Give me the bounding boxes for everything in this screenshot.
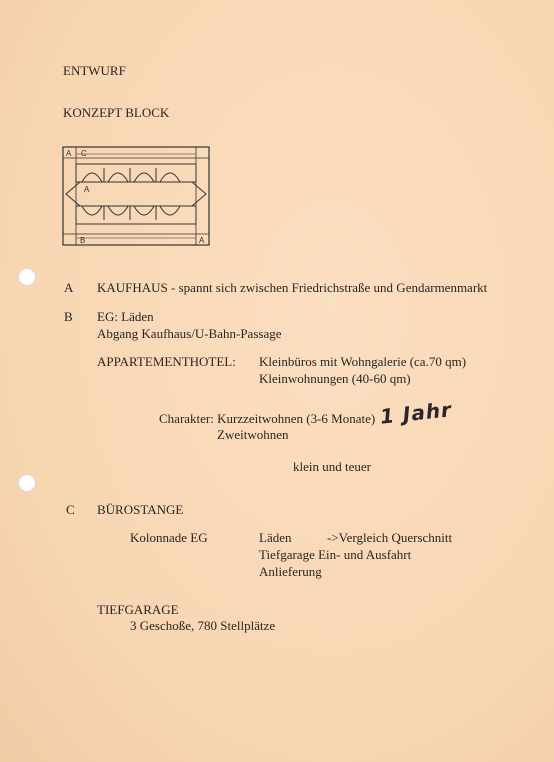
section-a-text: KAUFHAUS - spannt sich zwischen Friedrichstraße und Gendarmenmarkt: [97, 280, 488, 295]
anlieferung-line: Anlieferung: [259, 564, 322, 579]
diagram-label-a-mid: A: [84, 185, 90, 194]
kolonnade-label: Kolonnade EG: [130, 530, 208, 545]
vergleich-label: ->Vergleich Querschnitt: [327, 530, 453, 545]
tiefgarage-line: Tiefgarage Ein- und Ausfahrt: [259, 547, 412, 562]
klein-und-teuer: klein und teuer: [293, 459, 371, 474]
handwritten-note: 1 Jahr: [378, 397, 453, 429]
hotel-line1: Kleinbüros mit Wohngalerie (ca.70 qm): [259, 354, 467, 369]
block-concept-diagram: [62, 146, 210, 246]
punch-hole-top: [18, 268, 36, 286]
hotel-label: APPARTEMENTHOTEL:: [97, 354, 236, 369]
punch-hole-bottom: [18, 474, 36, 492]
tiefgarage-title: TIEFGARAGE: [97, 602, 179, 617]
charakter-line1: Charakter: Kurzzeitwohnen (3-6 Monate): [159, 411, 376, 426]
section-b-letter: B: [64, 309, 73, 324]
draft-heading: ENTWURF: [63, 63, 126, 78]
tiefgarage-detail: 3 Geschoße, 780 Stellplätze: [130, 618, 276, 633]
concept-heading: KONZEPT BLOCK: [63, 105, 170, 120]
section-b-line1: EG: Läden: [97, 309, 154, 324]
section-c-title: BÜROSTANGE: [97, 502, 184, 517]
section-a-letter: A: [64, 280, 74, 295]
diagram-label-a-bottom: A: [199, 236, 205, 245]
diagram-label-c: C: [81, 149, 87, 158]
section-c-letter: C: [66, 502, 75, 517]
diagram-label-a-top: A: [66, 149, 72, 158]
hotel-line2: Kleinwohnungen (40-60 qm): [259, 371, 411, 386]
diagram-label-b: B: [80, 236, 86, 245]
section-b-line2: Abgang Kaufhaus/U-Bahn-Passage: [97, 326, 282, 341]
charakter-line2: Zweitwohnen: [217, 427, 289, 442]
laeden-label: Läden: [259, 530, 292, 545]
